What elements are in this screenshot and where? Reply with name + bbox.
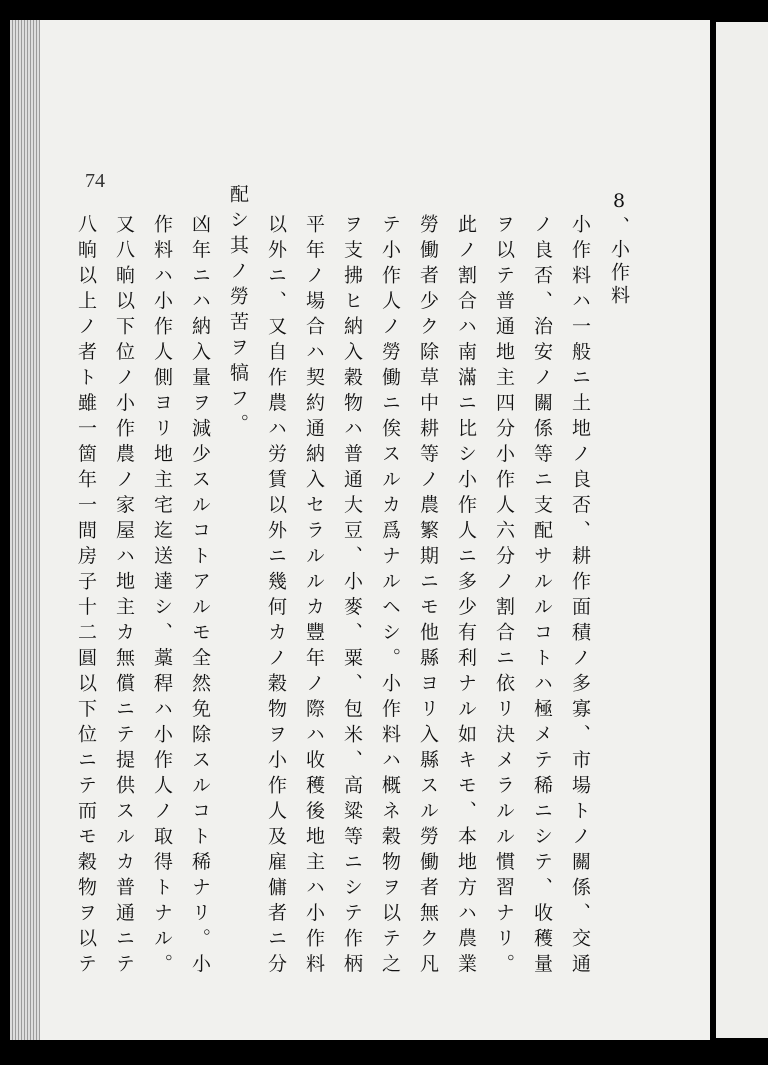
text-column: ノ良否、治安ノ關係等ニ支配サルルコトハ極メテ稀ニシテ、收穫量: [531, 214, 553, 979]
text-column: 又八晌以下位ノ小作農ノ家屋ハ地主カ無償ニテ提供スルカ普通ニテ: [113, 214, 135, 979]
text-column: 八晌以上ノ者ト雖一箇年一間房子十二圓以下位ニテ而モ穀物ヲ以テ: [75, 214, 97, 979]
text-column: 以外ニ、又自作農ハ労賃以外ニ幾何カノ穀物ヲ小作人及雇傭者ニ分: [265, 214, 287, 979]
next-page-edge: [716, 22, 768, 1038]
text-column: 作料ハ小作人側ヨリ地主宅迄送達シ、藁稈ハ小作人ノ取得トナル。: [151, 214, 173, 979]
text-column: 小作料ハ一般ニ土地ノ良否、耕作面積ノ多寡、市場トノ關係、交通: [569, 214, 591, 979]
page-gutter: [10, 20, 40, 1040]
text-column: ヲ支拂ヒ納入穀物ハ普通大豆、小麥、粟、包米、高粱等ニシテ作柄: [341, 214, 363, 979]
text-column: 凶年ニハ納入量ヲ減少スルコトアルモ全然免除スルコト稀ナリ。小: [189, 214, 211, 979]
section-heading: 8、小作料: [608, 190, 630, 308]
text-column: ヲ以テ普通地主四分小作人六分ノ割合ニ依リ決メラルル慣習ナリ。: [493, 214, 515, 979]
document-page: [10, 20, 710, 1040]
text-column: 此ノ割合ハ南滿ニ比シ小作人ニ多少有利ナル如キモ、本地方ハ農業: [455, 214, 477, 979]
text-column: 平年ノ場合ハ契約通納入セラルルカ豐年ノ際ハ收穫後地主ハ小作料: [303, 214, 325, 979]
text-column: 勞働者少ク除草中耕等ノ農繁期ニモ他縣ヨリ入縣スル勞働者無ク凡: [417, 214, 439, 979]
text-column: 配シ其ノ勞苦ヲ犒フ。: [227, 184, 249, 439]
page-number: 74: [85, 170, 105, 192]
text-column: テ小作人ノ勞働ニ俟スルカ爲ナルヘシ。小作料ハ概ネ穀物ヲ以テ之: [379, 214, 401, 979]
